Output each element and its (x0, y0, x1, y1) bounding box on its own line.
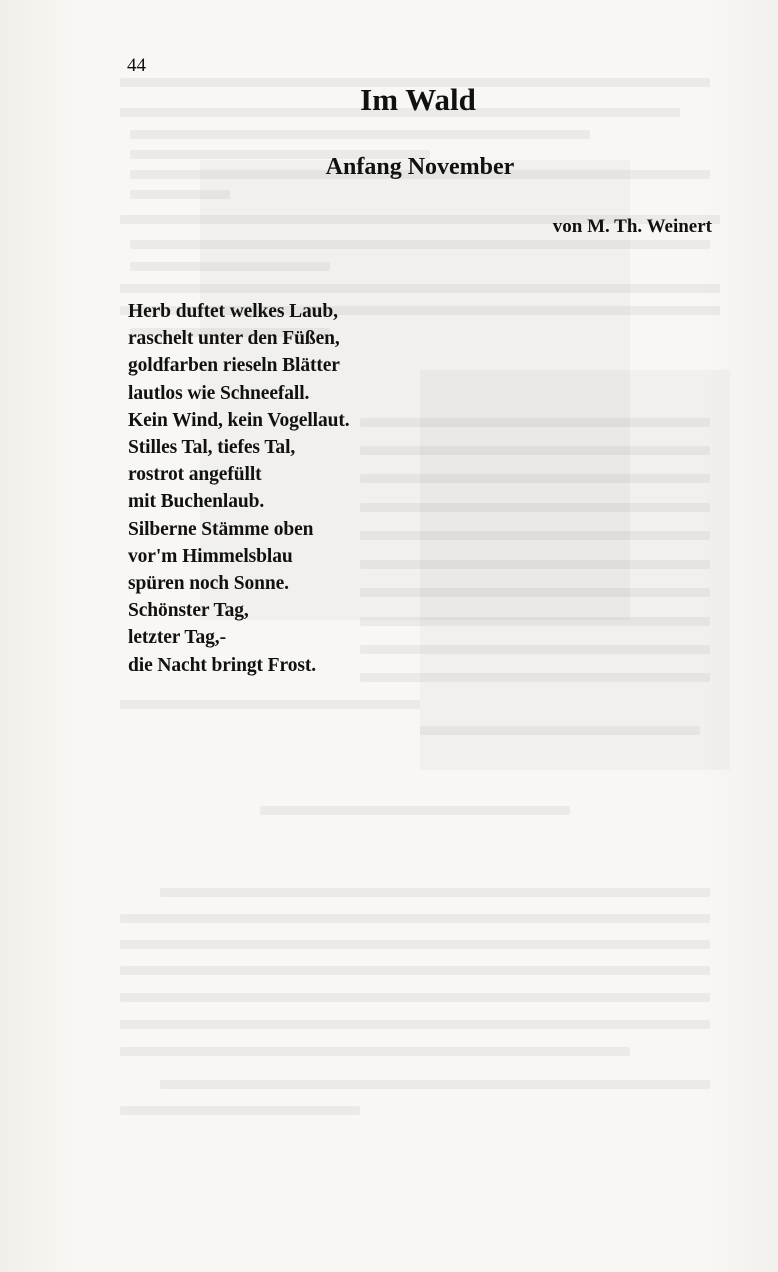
poem-line: letzter Tag,- (128, 627, 226, 649)
poem-line: spüren noch Sonne. (128, 573, 289, 595)
poem-line: rostrot angefüllt (128, 464, 262, 486)
page-number: 44 (127, 55, 146, 76)
poem-line: Schönster Tag, (128, 600, 249, 622)
poem-line: die Nacht bringt Frost. (128, 654, 316, 676)
poem-line: raschelt unter den Füßen, (128, 328, 340, 350)
poem-line: vor'm Himmelsblau (128, 545, 293, 567)
author-credit: von M. Th. Weinert (552, 216, 712, 237)
poem-line: goldfarben rieseln Blätter (128, 355, 340, 377)
poem-subtitle: Anfang November (325, 154, 515, 180)
poem-line: mit Buchenlaub. (128, 491, 265, 513)
poem-line: Stilles Tal, tiefes Tal, (128, 437, 296, 459)
poem-title: Im Wald (360, 82, 476, 117)
poem-body (128, 298, 350, 679)
poem-line: Kein Wind, kein Vogellaut. (128, 409, 350, 431)
poem-line: Herb duftet welkes Laub, (128, 301, 338, 322)
poem-line: lautlos wie Schneefall. (128, 382, 310, 404)
poem-line: Silberne Stämme oben (128, 518, 314, 540)
